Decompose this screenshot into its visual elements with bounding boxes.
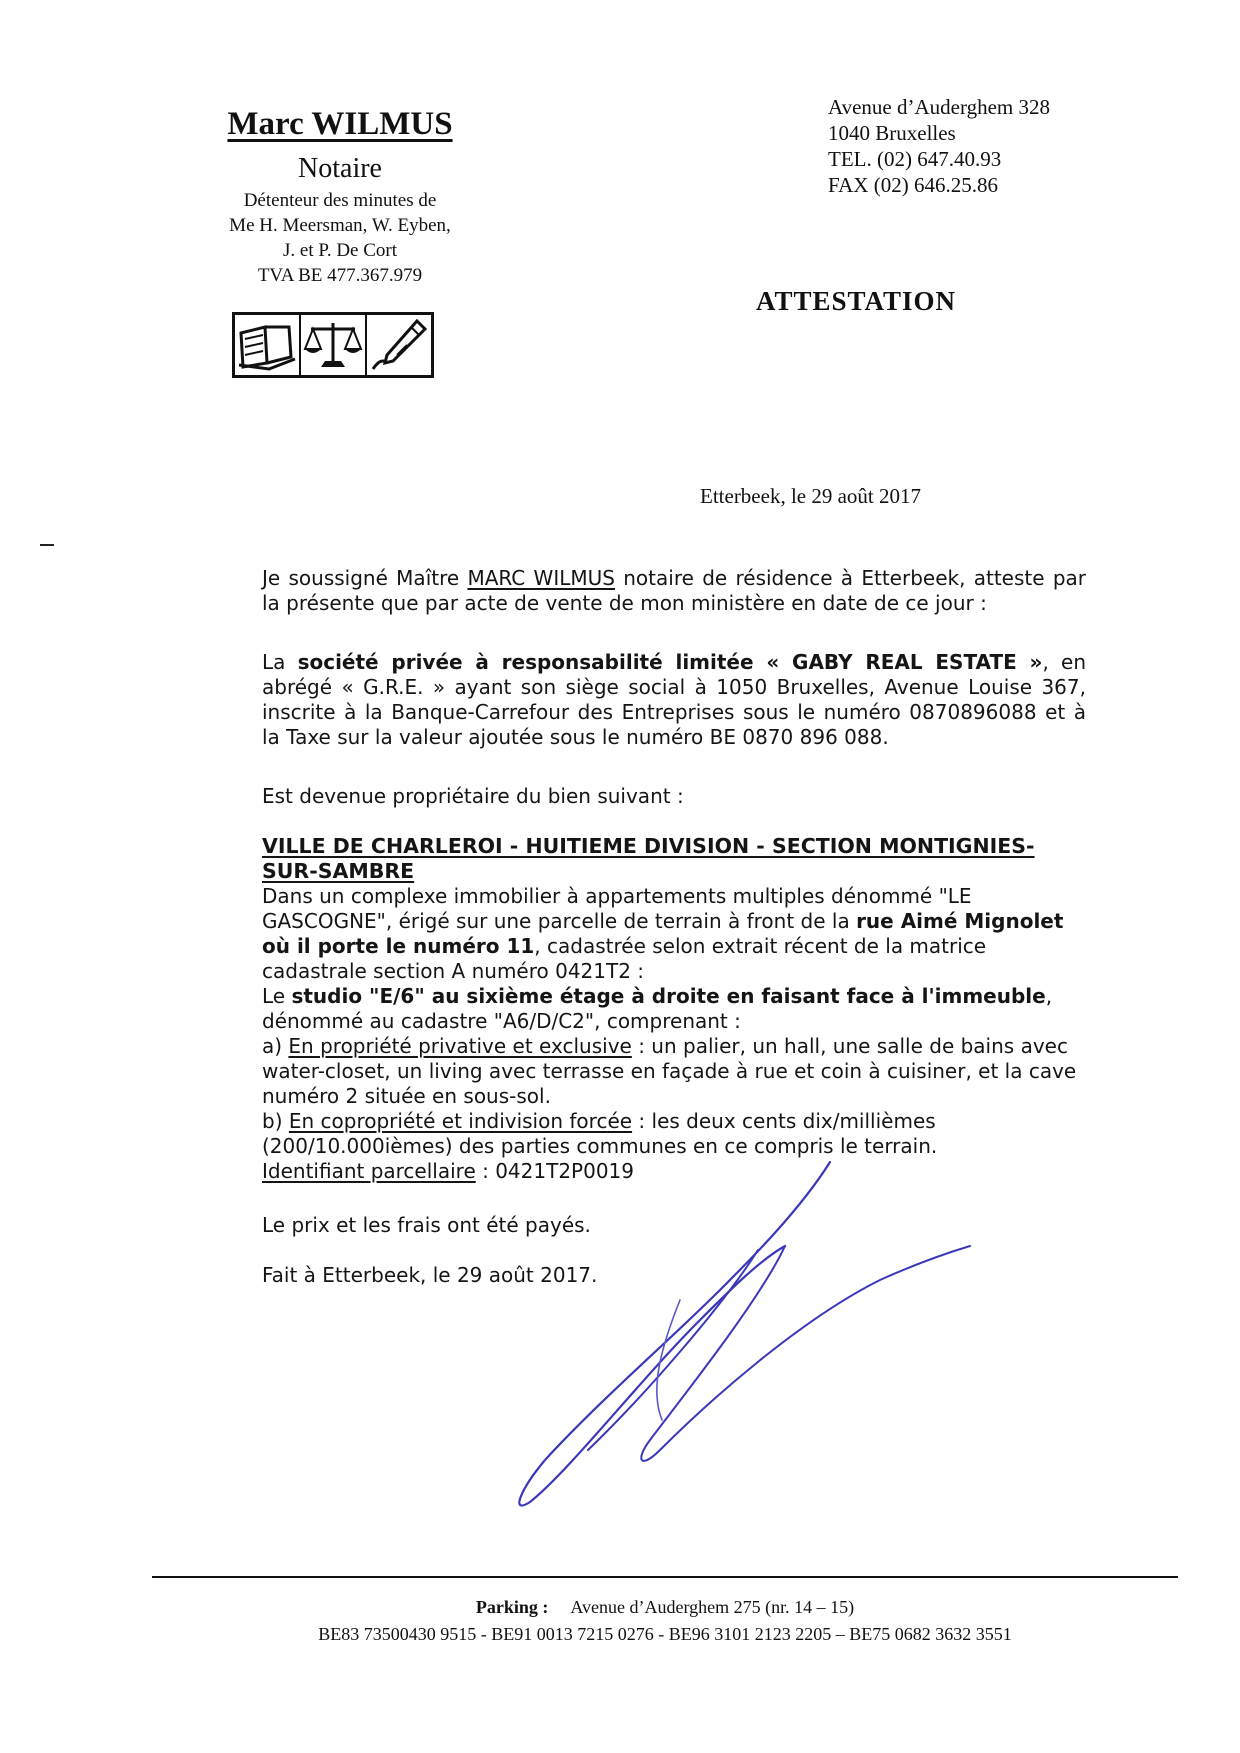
- property-section: VILLE DE CHARLEROI - HUITIEME DIVISION - SECTION MONTIGNIES-SUR-SAMBRE Dans un complexe immobilier à appartements multiples dénommé "LE GASCOGNE", érigé sur une parcelle de terrain à front de la rue Aimé Mignolet où il porte le numéro 11, cadastrée selon extrait récent de la matrice cadastrale section A numéro 0421T2 : Le studio "E/6" au sixième étage à droite en faisant face à l'immeuble, dénommé au cadastre "A6/D/C2", comprenant : a) En propriété privative et exclusive : un palier, un hall, une salle de bains avec water-closet, un living avec terrasse en façade à rue et coin à cuisiner, et la cave numéro 2 située en sous-sol. b) En copropriété et indivision forcée : les deux cents dix/millièmes (200/10.000ièmes) des parties communes en ce compris le terrain. Identifiant parcellaire : 0421T2P0019: [262, 834, 1086, 1184]
- open-book-icon: [235, 315, 301, 375]
- footer-divider: [152, 1576, 1178, 1578]
- margin-mark: [40, 544, 54, 546]
- office-contact: [828, 94, 1050, 198]
- studio-description: studio "E/6" au sixième étage à droite en faisant face à l'immeuble: [291, 984, 1046, 1008]
- parcel-id-value: : 0421T2P0019: [475, 1159, 635, 1183]
- notary-logo: [232, 312, 434, 378]
- place-date: Etterbeek, le 29 août 2017: [700, 484, 922, 508]
- handwritten-signature: [500, 1150, 980, 1530]
- letterhead: [150, 104, 530, 288]
- notary-name-inline: MARC WILMUS: [467, 566, 615, 590]
- bank-accounts: BE83 73500430 9515 - BE91 0013 7215 0276 - BE96 3101 2123 2205 – BE75 0682 3632 3551: [318, 1624, 1012, 1644]
- cadastre-name: dénommé au cadastre "A6/D/C2", comprenant :: [262, 1009, 741, 1033]
- detail-line: Me H. Meersman, W. Eyben,: [229, 215, 451, 236]
- intro-paragraph: Je soussigné Maître MARC WILMUS notaire de résidence à Etterbeek, atteste par la présente que par acte de vente de mon ministère en date de ce jour :: [262, 566, 1086, 615]
- scales-of-justice-icon: [301, 315, 367, 375]
- footer: [150, 1594, 1180, 1648]
- closing-line: Fait à Etterbeek, le 29 août 2017.: [262, 1263, 598, 1287]
- parking-label: Parking :: [475, 1597, 549, 1617]
- detail-line: Détenteur des minutes de: [243, 190, 437, 211]
- payment-statement: Le prix et les frais ont été payés.: [262, 1213, 591, 1237]
- parcel-id-label: Identifiant parcellaire: [262, 1159, 476, 1183]
- office-fax: FAX (02) 646.25.86: [828, 173, 998, 197]
- office-address-city: 1040 Bruxelles: [828, 121, 956, 145]
- document-title: ATTESTATION: [756, 286, 957, 316]
- owner-statement: Est devenue propriétaire du bien suivant :: [262, 784, 684, 808]
- office-address-street: Avenue d’Auderghem 328: [828, 95, 1050, 119]
- vat-number: TVA BE 477.367.979: [257, 265, 423, 286]
- co-ownership-label: En copropriété et indivision forcée: [288, 1109, 633, 1133]
- property-heading: VILLE DE CHARLEROI - HUITIEME DIVISION - SECTION MONTIGNIES-SUR-SAMBRE: [262, 834, 1035, 883]
- office-phone: TEL. (02) 647.40.93: [828, 147, 1002, 171]
- notary-role: Notaire: [298, 153, 382, 184]
- company-name: société privée à responsabilité limitée « GABY REAL ESTATE »: [297, 650, 1043, 674]
- notary-name: Marc WILMUS: [227, 106, 453, 142]
- property-address: rue Aimé Mignolet où il porte le numéro 11: [262, 909, 1064, 958]
- parking-address: Avenue d’Auderghem 275 (nr. 14 – 15): [570, 1597, 855, 1617]
- company-paragraph: La société privée à responsabilité limitée « GABY REAL ESTATE », en abrégé « G.R.E. » ayant son siège social à 1050 Bruxelles, Avenue Louise 367, inscrite à la Banque-Carrefour des Entreprises sous le numéro 0870896088 et à la Taxe sur la valeur ajoutée sous le numéro BE 0870 896 088.: [262, 650, 1086, 749]
- quill-pen-icon: [367, 315, 431, 375]
- detail-line: J. et P. De Cort: [283, 240, 397, 261]
- private-ownership-label: En propriété privative et exclusive: [288, 1034, 632, 1058]
